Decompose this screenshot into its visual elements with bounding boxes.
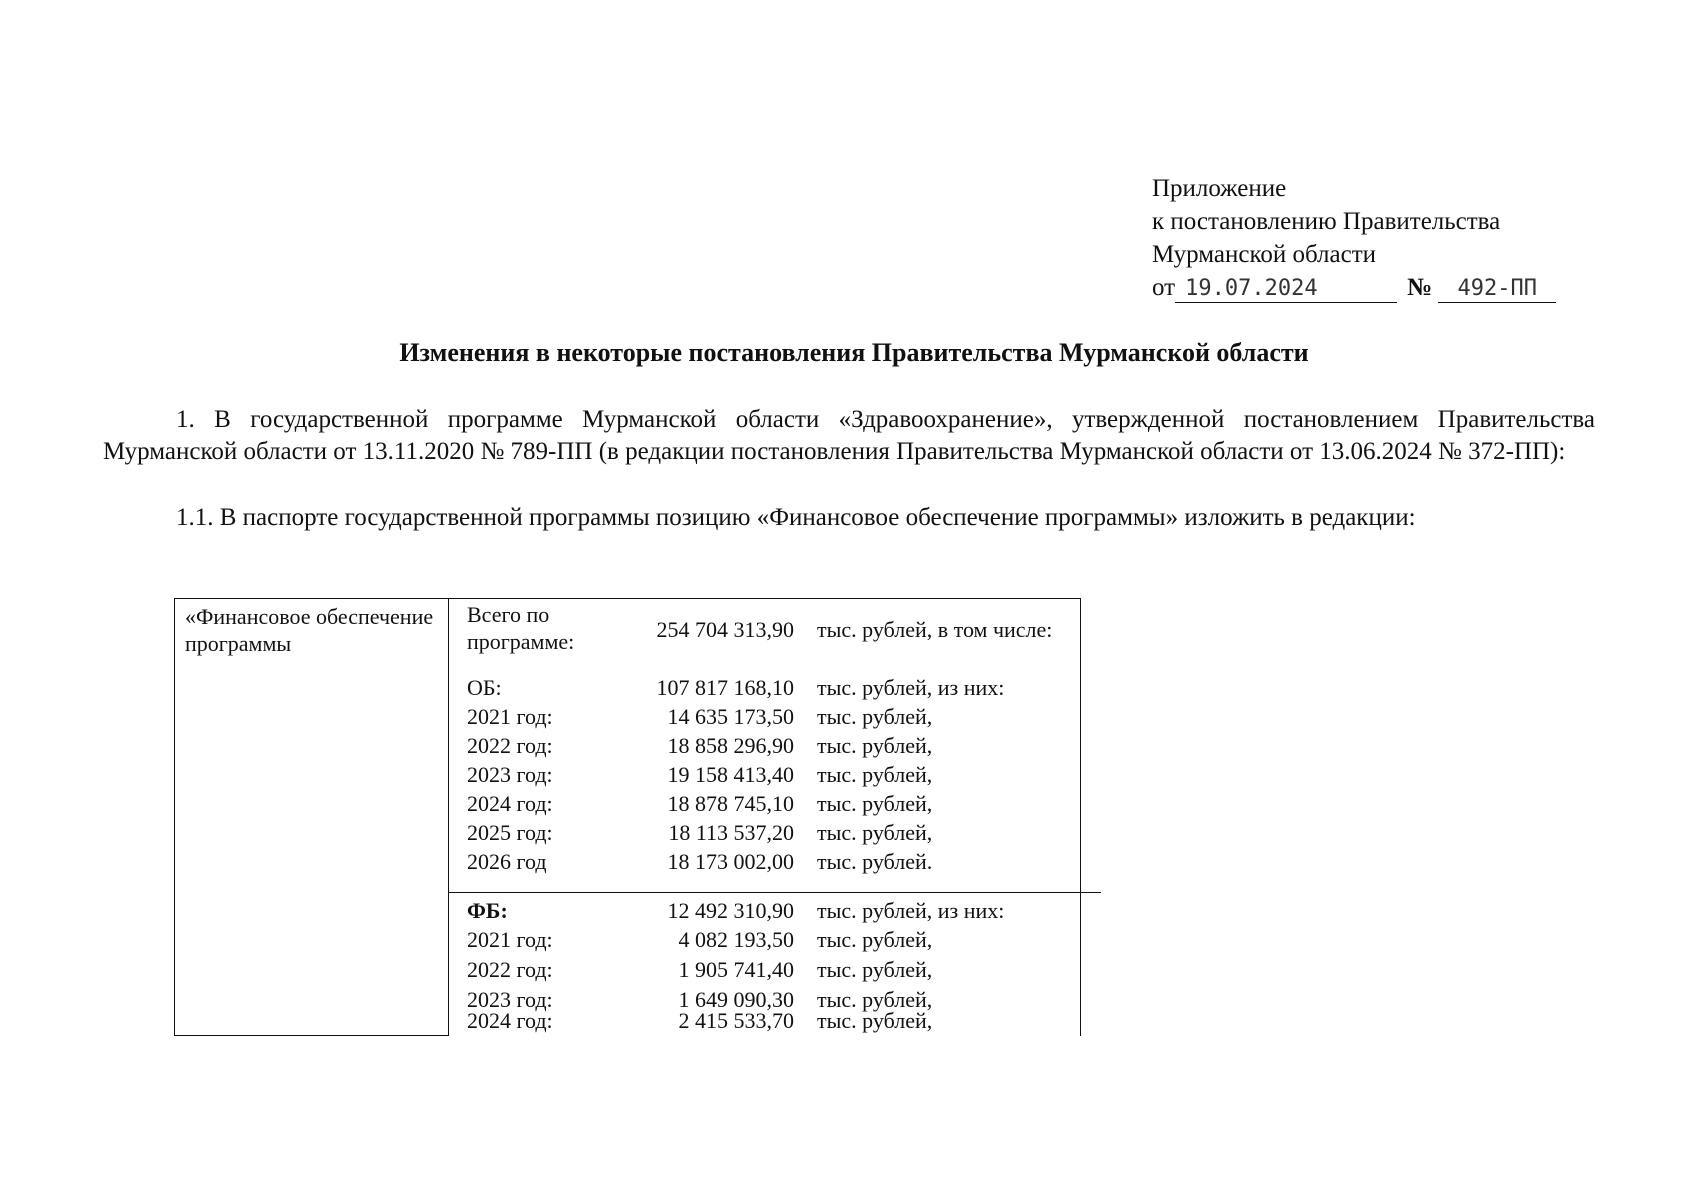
resolution-date: 19.07.2024 [1175, 276, 1397, 303]
year-unit: тыс. рублей, [817, 957, 933, 982]
ob-year-row [449, 818, 1101, 848]
ob-year-row [449, 760, 1101, 790]
ob-unit: тыс. рублей, из них: [817, 675, 1005, 700]
year-amount: 2 415 533,70 [678, 1008, 794, 1033]
total-unit: тыс. рублей, в том числе: [817, 617, 1053, 642]
year-amount: 4 082 193,50 [678, 927, 794, 952]
year-label: 2026 год [467, 849, 547, 874]
year-label: 2023 год: [467, 762, 553, 787]
number-label: № [1407, 274, 1433, 301]
total-amount: 254 704 313,90 [656, 617, 794, 642]
ob-year-row [449, 789, 1101, 819]
total-label: Всего по программе: [467, 602, 575, 654]
ob-label: ОБ: [467, 675, 502, 700]
year-unit: тыс. рублей, [817, 987, 933, 1012]
annex-date-number [1152, 271, 1556, 304]
paragraph-1: 1. В государственной программе Мурманской области «Здравоохранение», утвержденной постановлением Правительства Мурманской области от 13.11.2020 № 789-ПП (в редакции постановления Правительства Мурманской области от 13.06.2024 № 372-ПП): [103, 406, 1595, 465]
year-amount: 18 878 745,10 [667, 791, 794, 816]
resolution-number: 492-ПП [1438, 276, 1556, 303]
year-label: 2023 год: [467, 987, 553, 1012]
financing-data-cell [449, 599, 1081, 1036]
financing-label: «Финансовое обеспечение программы [185, 604, 434, 656]
year-amount: 1 905 741,40 [678, 957, 794, 982]
fb-year-row [449, 1006, 1101, 1036]
fb-unit: тыс. рублей, из них: [817, 898, 1005, 923]
year-unit: тыс. рублей, [817, 704, 933, 729]
date-prefix: от [1152, 274, 1176, 301]
financing-label-cell [175, 599, 449, 1036]
year-unit: тыс. рублей, [817, 820, 933, 845]
annex-reference: к постановлению Правительства [1152, 208, 1501, 235]
fb-row [449, 896, 1101, 926]
year-amount: 18 113 537,20 [668, 820, 794, 845]
document-title: Изменения в некоторые постановления Правительства Мурманской области [399, 338, 1309, 367]
ob-year-row [449, 731, 1101, 761]
year-amount: 19 158 413,40 [667, 762, 794, 787]
annex-block [1152, 172, 1556, 304]
total-row [449, 599, 1101, 661]
year-amount: 1 649 090,30 [678, 987, 794, 1012]
year-label: 2024 год: [467, 1008, 553, 1033]
fb-year-row [449, 925, 1101, 955]
fb-year-row [449, 955, 1101, 985]
fb-amount: 12 492 310,90 [667, 898, 794, 923]
year-unit: тыс. рублей, [817, 733, 933, 758]
paragraph-1-1: 1.1. В паспорте государственной программы позицию «Финансовое обеспечение программы» изложить в редакции: [176, 504, 1416, 531]
financing-table [174, 598, 1081, 1036]
year-amount: 18 173 002,00 [667, 849, 794, 874]
year-label: 2021 год: [467, 704, 553, 729]
year-unit: тыс. рублей, [817, 762, 933, 787]
section-divider [449, 892, 1101, 893]
year-label: 2022 год: [467, 733, 553, 758]
year-label: 2022 год: [467, 957, 553, 982]
year-label: 2025 год: [467, 820, 553, 845]
ob-year-row [449, 847, 1101, 877]
year-amount: 14 635 173,50 [667, 704, 794, 729]
fb-label: ФБ: [467, 898, 508, 923]
year-unit: тыс. рублей, [817, 927, 933, 952]
annex-title: Приложение [1152, 175, 1287, 202]
ob-row [449, 673, 1101, 703]
year-label: 2021 год: [467, 927, 553, 952]
year-unit: тыс. рублей. [817, 849, 933, 874]
year-unit: тыс. рублей, [817, 791, 933, 816]
ob-year-row [449, 702, 1101, 732]
ob-amount: 107 817 168,10 [656, 675, 794, 700]
year-unit: тыс. рублей, [817, 1008, 933, 1033]
annex-authority: Мурманской области [1152, 241, 1377, 268]
year-label: 2024 год: [467, 791, 553, 816]
year-amount: 18 858 296,90 [667, 733, 794, 758]
